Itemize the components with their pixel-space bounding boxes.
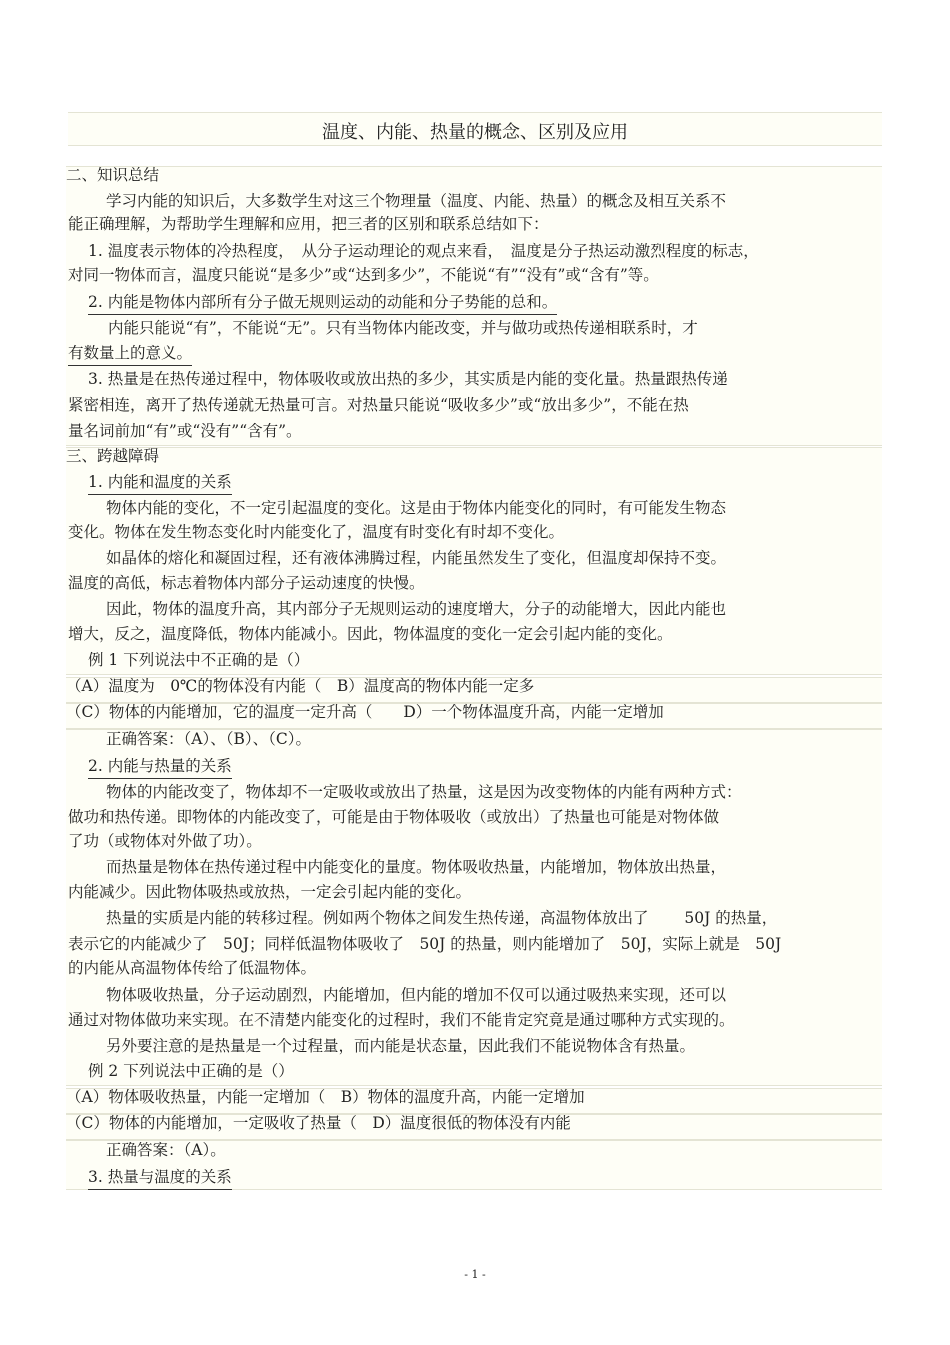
text-line: 增大，反之，温度降低，物体内能减小。因此，物体温度的变化一定会引起内能的变化。 — [68, 625, 673, 643]
text-line: 正确答案：（A）。 — [106, 1141, 226, 1159]
page-number: - 1 - — [464, 1268, 486, 1281]
text-line: 物体内能的变化，不一定引起温度的变化。这是由于物体内能变化的同时，有可能发生物态 — [106, 499, 727, 517]
text-line: 内能只能说“有”，不能说“无”。只有当物体内能改变，并与做功或热传递相联系时，才 — [108, 319, 698, 337]
text-line: 正确答案：（A）、（B）、（C）。 — [106, 730, 311, 748]
text-line: （A）温度为 0℃的物体没有内能（ B）温度高的物体内能一定多 — [66, 677, 535, 695]
text-line: 例 1 下列说法中不正确的是（） — [88, 651, 310, 669]
text-line: 如晶体的熔化和凝固过程，还有液体沸腾过程，内能虽然发生了变化，但温度却保持不变。 — [106, 549, 727, 567]
text-line: 学习内能的知识后，大多数学生对这三个物理量（温度、内能、热量）的概念及相互关系不 — [106, 192, 727, 210]
page-title: 温度、内能、热量的概念、区别及应用 — [322, 122, 628, 143]
text-line: 因此，物体的温度升高，其内部分子无规则运动的速度增大，分子的动能增大，因此内能也 — [106, 600, 727, 618]
text-line: 内能减少。因此物体吸热或放热，一定会引起内能的变化。 — [68, 883, 472, 901]
text-line: 而热量是物体在热传递过程中内能变化的量度。物体吸收热量，内能增加，物体放出热量， — [106, 858, 727, 876]
text-line: 量名词前加“有”或“没有”“含有”。 — [68, 422, 302, 440]
text-line: 对同一物体而言，温度只能说“是多少”或“达到多少”，不能说“有”“没有”或“含有”等。 — [68, 266, 659, 284]
text-line: 做功和热传递。即物体的内能改变了，可能是由于物体吸收（或放出）了热量也可能是对物体做 — [68, 808, 720, 826]
text-line: 通过对物体做功来实现。在不清楚内能变化的过程时，我们不能肯定究竟是通过哪种方式实现的。 — [68, 1011, 735, 1029]
text-line: 热量的实质是内能的转移过程。例如两个物体之间发生热传递，高温物体放出了 50J 的热量， — [106, 909, 778, 927]
text-line: 1. 内能和温度的关系 — [88, 471, 232, 495]
text-line: （C）物体的内能增加，它的温度一定升高（ D）一个物体温度升高，内能一定增加 — [66, 703, 664, 721]
text-line: 变化。物体在发生物态变化时内能变化了，温度有时变化有时却不变化。 — [68, 523, 565, 541]
text-line: 三、跨越障碍 — [66, 447, 160, 465]
text-line: 另外要注意的是热量是一个过程量，而内能是状态量，因此我们不能说物体含有热量。 — [106, 1037, 696, 1055]
text-line: 了功（或物体对外做了功）。 — [68, 832, 262, 850]
text-line: 2. 内能是物体内部所有分子做无规则运动的动能和分子势能的总和。 — [88, 291, 557, 315]
text-line: 有数量上的意义。 — [68, 342, 192, 366]
text-line: 温度的高低，标志着物体内部分子运动速度的快慢。 — [68, 574, 425, 592]
text-line: 的内能从高温物体传给了低温物体。 — [68, 959, 317, 977]
text-line: （C）物体的内能增加，一定吸收了热量（ D）温度很低的物体没有内能 — [66, 1114, 571, 1132]
text-line: 紧密相连，离开了热传递就无热量可言。对热量只能说“吸收多少”或“放出多少”，不能在热 — [68, 396, 689, 414]
text-line: 二、知识总结 — [66, 166, 160, 184]
text-line: 表示它的内能减少了 50J；同样低温物体吸收了 50J 的热量，则内能增加了 50J，实际上就是 50J — [68, 935, 782, 953]
text-line: 3. 热量是在热传递过程中，物体吸收或放出热的多少，其实质是内能的变化量。热量跟热传递 — [88, 370, 728, 388]
text-line: 3. 热量与温度的关系 — [88, 1166, 232, 1190]
text-line: 例 2 下列说法中正确的是（） — [88, 1062, 294, 1080]
text-line: 2. 内能与热量的关系 — [88, 755, 232, 779]
text-line: 1. 温度表示物体的冷热程度， 从分子运动理论的观点来看， 温度是分子热运动激烈程度的标志， — [88, 242, 759, 260]
text-line: 物体的内能改变了，物体却不一定吸收或放出了热量，这是因为改变物体的内能有两种方式： — [106, 783, 742, 801]
text-line: 能正确理解，为帮助学生理解和应用，把三者的区别和联系总结如下： — [68, 215, 549, 233]
text-line: （A）物体吸收热量，内能一定增加（ B）物体的温度升高，内能一定增加 — [66, 1088, 585, 1106]
text-line: 物体吸收热量，分子运动剧烈，内能增加，但内能的增加不仅可以通过吸热来实现，还可以 — [106, 986, 727, 1004]
